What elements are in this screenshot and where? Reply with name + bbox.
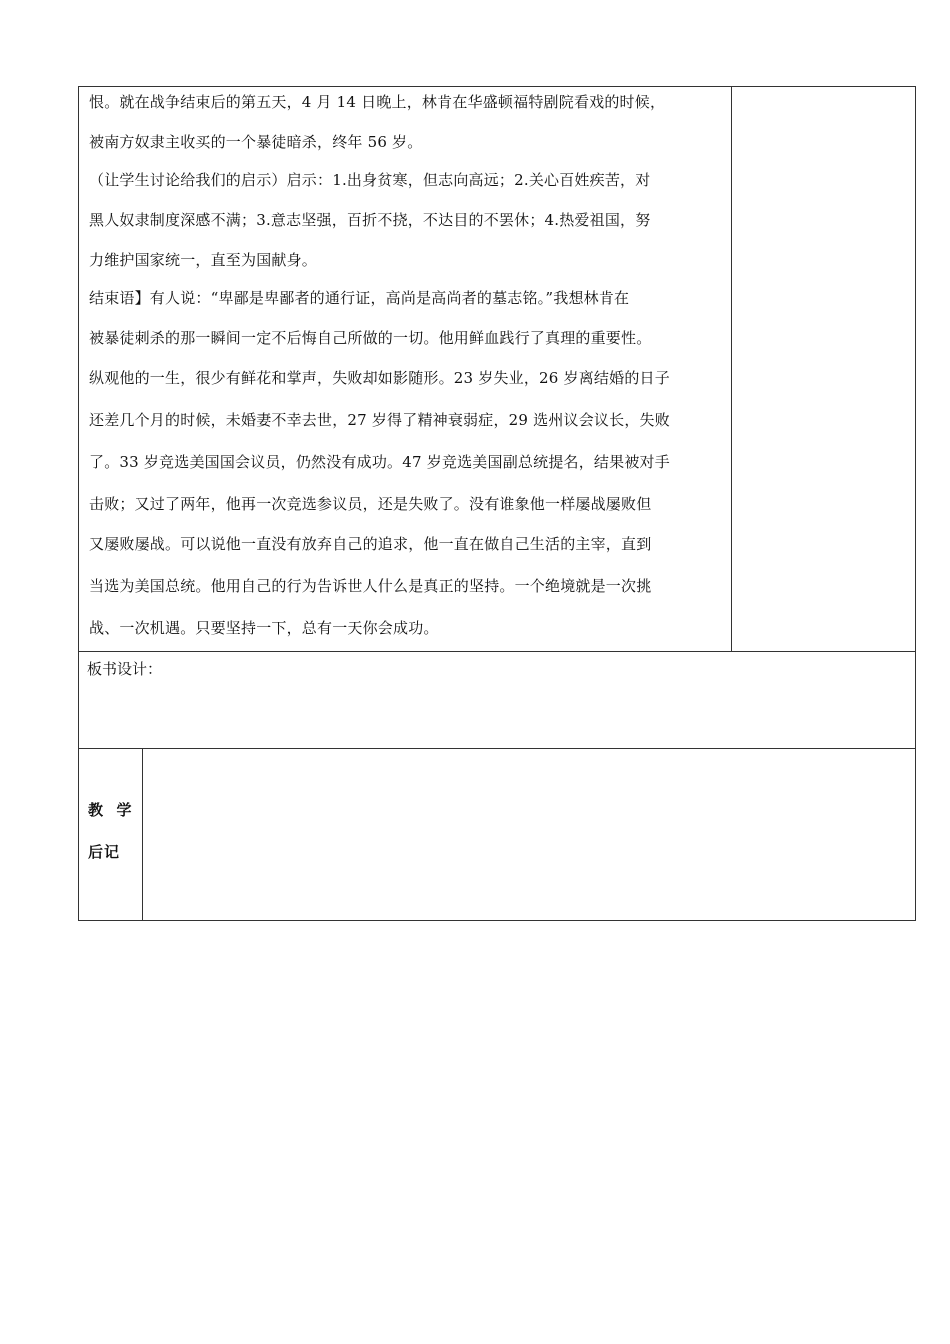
body-line: 又屡败屡战。可以说他一直没有放弃自己的追求，他一直在做自己生活的主宰，直到 [89, 535, 652, 553]
lesson-body-cell [79, 87, 732, 651]
teaching-notes-label-line2: 后记 [88, 843, 121, 861]
teaching-notes-content-cell [143, 749, 915, 920]
board-design-label: 板书设计： [87, 660, 163, 678]
body-line: 击败；又过了两年，他再一次竞选参议员，还是失败了。没有谁象他一样屡战屡败但 [89, 495, 652, 513]
body-line: 被南方奴隶主收买的一个暴徒暗杀，终年 56 岁。 [89, 133, 423, 151]
board-design-row [79, 651, 915, 748]
teaching-notes-label-line1: 教 学 [88, 801, 133, 819]
body-line: 被暴徒刺杀的那一瞬间一定不后悔自己所做的一切。他用鲜血践行了真理的重要性。 [89, 329, 652, 347]
teaching-notes-table [78, 748, 916, 921]
body-line: 当选为美国总统。他用自己的行为告诉世人什么是真正的坚持。一个绝境就是一次挑 [89, 577, 652, 595]
side-notes-cell [732, 87, 915, 651]
body-line: 黑人奴隶制度深感不满；3.意志坚强，百折不挠，不达目的不罢休；4.热爱祖国，努 [89, 211, 651, 229]
body-line: 恨。就在战争结束后的第五天，4 月 14 日晚上，林肯在华盛顿福特剧院看戏的时候， [89, 93, 666, 111]
body-line: 还差几个月的时候，未婚妻不幸去世，27 岁得了精神衰弱症，29 选州议会议长，失败 [89, 411, 670, 429]
teaching-notes-label-cell [79, 749, 143, 920]
lesson-table [78, 86, 916, 749]
body-line: 力维护国家统一，直至为国献身。 [89, 251, 318, 269]
body-line: 结束语】有人说：“卑鄙是卑鄙者的通行证，高尚是高尚者的墓志铭。”我想林肯在 [89, 289, 630, 307]
body-line: 了。33 岁竞选美国国会议员，仍然没有成功。47 岁竞选美国副总统提名，结果被对手 [89, 453, 670, 471]
body-line: 战、一次机遇。只要坚持一下，总有一天你会成功。 [89, 619, 439, 637]
body-line: 纵观他的一生，很少有鲜花和掌声，失败却如影随形。23 岁失业，26 岁离结婚的日子 [89, 369, 670, 387]
body-line: （让学生讨论给我们的启示）启示：1.出身贫寒，但志向高远；2.关心百姓疾苦，对 [89, 171, 651, 189]
